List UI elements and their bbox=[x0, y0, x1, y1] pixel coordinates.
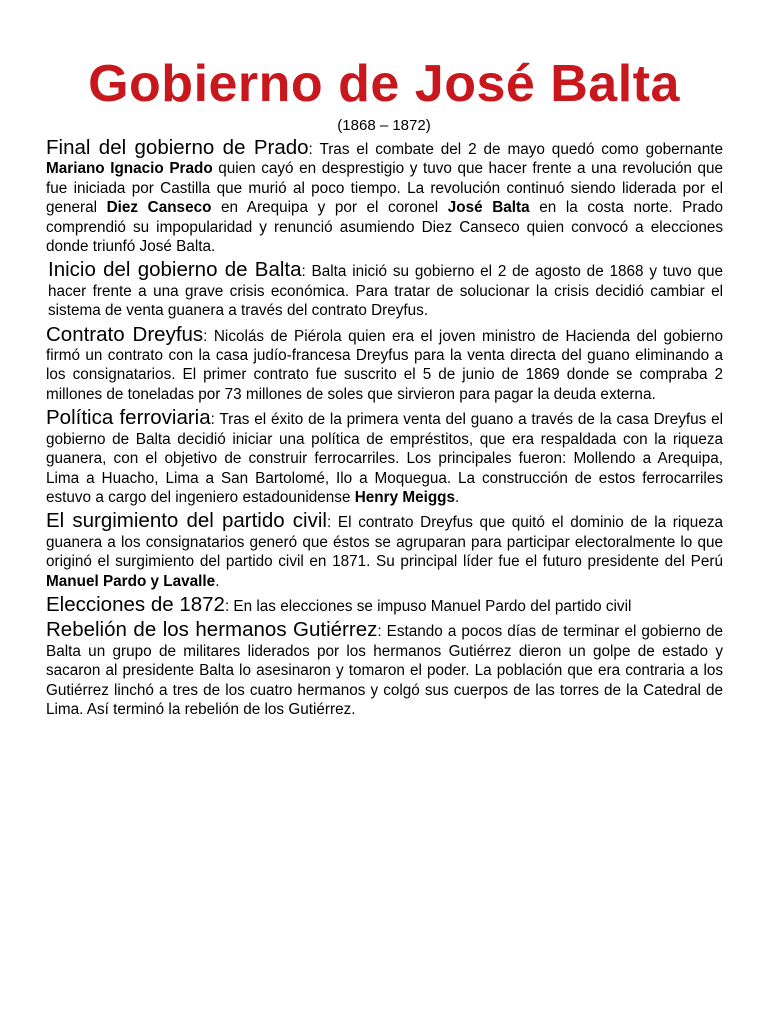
section-text: quien cayó en desprestigio y tuvo que hacer frente a una revolución que fue iniciada por Castilla que murió al poco tiempo. La revolución continuó siendo liderada por el general bbox=[46, 160, 724, 217]
highlighted-name: Henry Meiggs bbox=[354, 488, 456, 506]
section-inicio-gobierno-balta bbox=[46, 260, 723, 320]
section-text: en la costa norte. Prado comprendió su impopularidad y renunció asumiendo Diez Canseco quien convocó a elecciones donde triunfó José Balta. bbox=[46, 199, 723, 256]
section-text: en Arequipa y por el coronel bbox=[211, 199, 448, 217]
section-heading: Política ferroviaria bbox=[46, 406, 211, 430]
page-title: Gobierno de José Balta bbox=[88, 55, 680, 113]
section-politica-ferroviaria bbox=[46, 408, 723, 507]
section-text: : Tras el éxito de la primera venta del guano a través de la casa Dreyfus el gobierno de Balta decidió iniciar una política de empréstitos, que era respaldada con la riqueza guanera, con el objetivo de construir ferrocarriles. Los principales fueron: Mollendo a Arequipa, Lima a Huacho, Lima a San Bartolomé, Ilo a Moquegua. La construcción de estos ferrocarriles estuvo a cargo del ingeniero estadounidense bbox=[46, 411, 723, 506]
section-text: : Tras el combate del 2 de mayo quedó como gobernante bbox=[308, 141, 723, 158]
section-elecciones-1872 bbox=[46, 592, 723, 616]
section-contrato-dreyfus bbox=[46, 322, 723, 405]
section-heading: Elecciones de 1872 bbox=[46, 592, 225, 616]
section-text: : Balta inició su gobierno el 2 de agosto de 1868 y tuvo que hacer frente a una grave crisis económica. Para tratar de solucionar la crisis decidió cambiar el sistema de venta guanera a través del contrato Dreyfus. bbox=[48, 263, 723, 320]
section-text: : Estando a pocos días de terminar el gobierno de Balta un grupo de militares liderados por los hermanos Gutiérrez dieron un golpe de estado y sacaron al presidente Balta lo asesinaron y tomaron el poder. La población que era contraria a los Gutiérrez linchó a tres de los cuatro hermanos y colgó sus cuerpos de las torres de la Catedral de Lima. Así terminó la rebelión de los Gutiérrez. bbox=[46, 623, 724, 718]
highlighted-name: Manuel Pardo y Lavalle bbox=[46, 572, 216, 590]
date-range: (1868 – 1872) bbox=[337, 117, 431, 134]
highlighted-name: Mariano Ignacio Prado bbox=[46, 160, 213, 178]
section-final-gobierno-prado bbox=[46, 138, 723, 256]
highlighted-name: José Balta bbox=[447, 199, 530, 217]
section-text: : El contrato Dreyfus que quitó el dominio de la riqueza guanera a los consignatarios generó que éstos se agruparan para participar electoralmente lo que originó el surgimiento del partido civil en 1871. Su principal líder fue el futuro presidente del Perú bbox=[46, 514, 723, 571]
section-text: : En las elecciones se impuso Manuel Pardo del partido civil bbox=[224, 597, 632, 615]
section-heading: Rebelión de los hermanos Gutiérrez bbox=[46, 618, 378, 642]
section-text: . bbox=[455, 488, 460, 506]
highlighted-name: Diez Canseco bbox=[106, 199, 212, 217]
section-heading: Final del gobierno de Prado bbox=[46, 136, 309, 159]
section-heading: Inicio del gobierno de Balta bbox=[48, 258, 302, 282]
section-heading: Contrato Dreyfus bbox=[46, 322, 204, 346]
document-body bbox=[46, 138, 723, 723]
section-rebelion-gutierrez bbox=[46, 620, 723, 719]
section-text: . bbox=[215, 572, 220, 590]
section-heading: El surgimiento del partido civil bbox=[46, 509, 327, 533]
section-partido-civil bbox=[46, 511, 723, 591]
section-text: : Nicolás de Piérola quien era el joven ministro de Hacienda del gobierno firmó un contrato con la casa judío-francesa Dreyfus para la venta directa del guano eliminando a los consignatarios. El primer contrato fue suscrito el 5 de junio de 1869 donde se compraba 2 millones de toneladas por 73 millones de soles que sirvieron para pagar la deuda externa. bbox=[46, 327, 723, 403]
